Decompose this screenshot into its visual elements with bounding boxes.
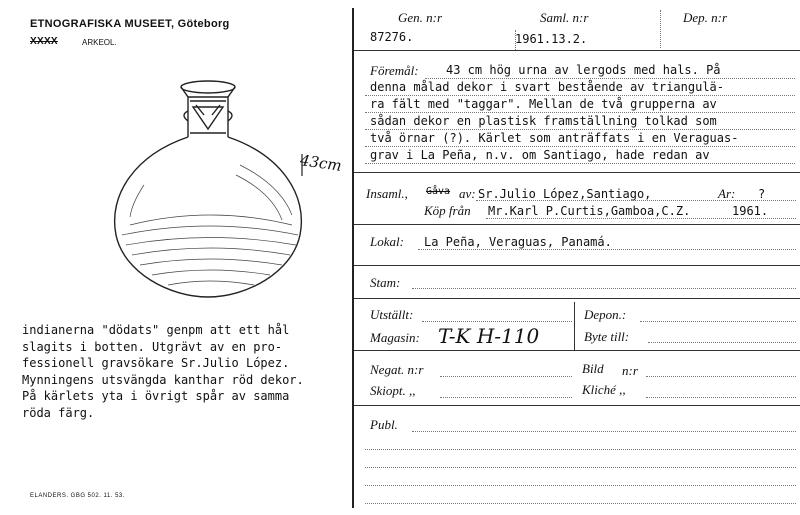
stam-label: Stam: bbox=[370, 275, 401, 290]
card-divider bbox=[352, 8, 354, 508]
rule bbox=[354, 298, 800, 299]
dotted-line bbox=[646, 376, 796, 377]
dotted-line bbox=[365, 95, 795, 96]
rule bbox=[354, 50, 800, 51]
kop-year: 1961. bbox=[732, 204, 769, 218]
col-sep bbox=[515, 30, 517, 50]
dotted-line bbox=[440, 376, 572, 377]
skiopt-label: Skiopt. ,, bbox=[370, 383, 416, 398]
dotted-line bbox=[412, 431, 796, 432]
saml-label: Saml. n:r bbox=[540, 10, 589, 25]
dotted-line bbox=[648, 342, 796, 343]
saml-value: 1961.13.2. bbox=[515, 32, 588, 46]
dotted-line bbox=[365, 467, 796, 468]
rule bbox=[354, 172, 800, 173]
dotted-line bbox=[365, 129, 795, 130]
rule bbox=[354, 224, 800, 225]
gen-value: 87276. bbox=[370, 30, 414, 44]
dotted-line bbox=[365, 485, 796, 486]
note-line: På kärlets yta i övrigt spår av samma bbox=[22, 389, 290, 403]
kliche-label: Kliché ,, bbox=[582, 382, 626, 397]
dotted-line bbox=[425, 78, 795, 79]
col-sep bbox=[574, 302, 575, 350]
col-sep bbox=[660, 10, 662, 48]
museum-name: ETNOGRAFISKA MUSEET, Göteborg bbox=[30, 18, 230, 30]
ar-value: ? bbox=[758, 187, 766, 201]
dotted-line bbox=[412, 288, 796, 289]
insaml-label: Insaml., bbox=[366, 186, 408, 201]
struck-department: XXXX bbox=[30, 36, 58, 47]
publ-label: Publ. bbox=[370, 417, 398, 432]
dotted-line bbox=[418, 249, 796, 250]
dotted-line bbox=[422, 321, 572, 322]
note-line: Mynningens utsvängda kanthar röd dekor. bbox=[22, 372, 304, 387]
foremal-line: 43 cm hög urna av lergods med hals. På bbox=[446, 63, 721, 77]
rule bbox=[354, 405, 800, 406]
dotted-line bbox=[365, 449, 796, 450]
magasin-label: Magasin: bbox=[370, 330, 420, 345]
department-label: ARKEOL. bbox=[82, 38, 117, 47]
dotted-line bbox=[646, 397, 796, 398]
foremal-line: sådan dekor en plastisk framställning tolkad som bbox=[370, 114, 717, 128]
dotted-line bbox=[476, 200, 796, 201]
magasin-value: T-K H-110 bbox=[438, 324, 540, 348]
depon-label: Depon.: bbox=[584, 307, 627, 322]
dotted-line bbox=[365, 112, 795, 113]
gen-label: Gen. n:r bbox=[398, 10, 443, 25]
left-notes bbox=[22, 322, 304, 421]
negat-label: Negat. n:r bbox=[370, 362, 424, 377]
lokal-value: La Peña, Veraguas, Panamá. bbox=[424, 235, 612, 249]
dotted-line bbox=[486, 218, 796, 219]
lokal-label: Lokal: bbox=[370, 234, 404, 249]
foremal-line: två örnar (?). Kärlet som anträffats i en Veraguas- bbox=[370, 131, 739, 145]
dotted-line bbox=[365, 163, 795, 164]
size-note: 43cm bbox=[298, 151, 343, 175]
insaml-value: Sr.Julio López,Santiago, bbox=[478, 187, 652, 201]
rule bbox=[354, 350, 800, 351]
dotted-line bbox=[365, 146, 795, 147]
urn-sketch bbox=[60, 75, 360, 315]
foremal-line: denna målad dekor i svart bestående av triangulä- bbox=[370, 80, 725, 94]
dotted-line bbox=[440, 397, 572, 398]
note-line: indianerna "dödats" genpm att ett hål bbox=[22, 323, 290, 337]
note-line: slagits i botten. Utgrävt av en pro- bbox=[22, 339, 283, 354]
dotted-line bbox=[365, 503, 796, 504]
bild-label: Bild bbox=[582, 361, 604, 376]
foremal-label: Föremål: bbox=[370, 63, 419, 78]
dotted-line bbox=[640, 321, 796, 322]
dep-label: Dep. n:r bbox=[683, 10, 728, 25]
kop-value: Mr.Karl P.Curtis,Gamboa,C.Z. bbox=[488, 204, 691, 218]
utstallt-label: Utställt: bbox=[370, 307, 414, 322]
bild-nr-label: n:r bbox=[622, 363, 638, 378]
rule bbox=[354, 265, 800, 266]
ar-label: Ar: bbox=[718, 186, 736, 201]
foremal-line: grav i La Peña, n.v. om Santiago, hade redan av bbox=[370, 148, 710, 162]
printer-imprint: ELANDERS. GBG 502. 11. 53. bbox=[30, 493, 125, 499]
insaml-struck: Gåva bbox=[426, 186, 451, 197]
byte-label: Byte till: bbox=[584, 329, 630, 344]
insaml-av: av: bbox=[459, 186, 476, 201]
foremal-line: ra fält med "taggar". Mellan de två grupperna av bbox=[370, 97, 717, 111]
note-line: fessionell gravsökare Sr.Julio López. bbox=[22, 356, 290, 370]
note-line: röda färg. bbox=[22, 405, 95, 420]
kop-label: Köp från bbox=[424, 203, 471, 218]
